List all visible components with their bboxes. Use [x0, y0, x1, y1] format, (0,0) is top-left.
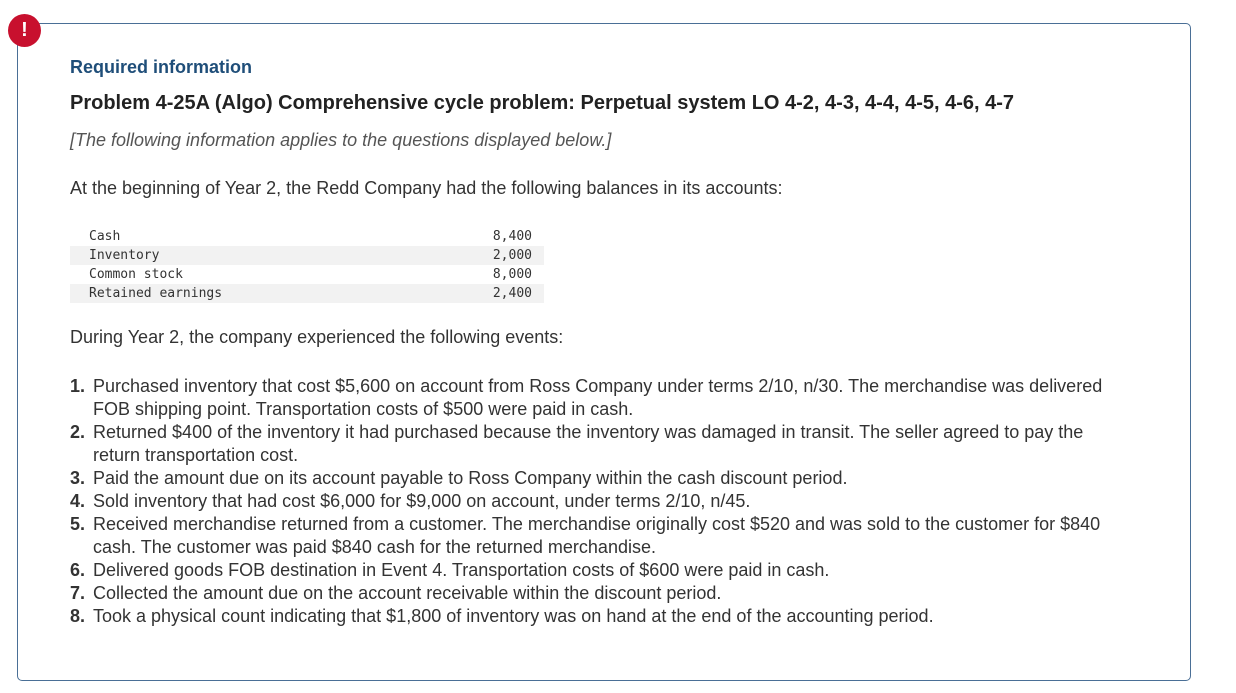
event-number: 6. — [70, 560, 86, 580]
events-intro-text: During Year 2, the company experienced the following events: — [70, 327, 564, 347]
event-number: 5. — [70, 514, 86, 534]
account-amount: 8,000 — [492, 267, 532, 282]
events-list — [70, 375, 1130, 628]
event-number: 8. — [70, 606, 86, 626]
account-amount: 2,400 — [425, 284, 544, 303]
event-text: Collected the amount due on the account receivable within the discount period. — [93, 583, 722, 603]
list-item — [70, 490, 1130, 513]
list-item — [70, 467, 1130, 490]
event-text: Sold inventory that had cost $6,000 for $9,000 on account, under terms 2/10, n/45. — [93, 491, 751, 511]
event-text: Delivered goods FOB destination in Event 4. Transportation costs of $600 were paid in cash. — [93, 560, 830, 580]
account-amount: 2,000 — [425, 246, 544, 265]
table-row — [70, 246, 544, 265]
table-row — [70, 265, 544, 284]
event-number: 3. — [70, 468, 86, 488]
alert-icon: ! — [8, 14, 41, 47]
event-text: Paid the amount due on its account payable to Ross Company within the cash discount period. — [93, 468, 848, 488]
event-text: Returned $400 of the inventory it had purchased because the inventory was damaged in transit. The seller agreed to pay the return transportation cost. — [93, 422, 1084, 465]
event-number: 7. — [70, 583, 86, 603]
list-item — [70, 375, 1130, 421]
event-number: 2. — [70, 422, 86, 442]
account-name: Inventory — [70, 246, 425, 265]
event-number: 4. — [70, 491, 86, 511]
account-amount: 8,400 — [492, 229, 532, 244]
balances-table — [70, 227, 544, 303]
list-item — [70, 582, 1130, 605]
list-item — [70, 605, 1130, 628]
intro-text: At the beginning of Year 2, the Redd Company had the following balances in its accounts: — [70, 178, 783, 198]
event-number: 1. — [70, 376, 86, 396]
table-row — [70, 284, 544, 303]
info-note: [The following information applies to the questions displayed below.] — [70, 130, 612, 150]
problem-title: Problem 4-25A (Algo) Comprehensive cycle problem: Perpetual system LO 4-2, 4-3, 4-4, 4-5, 4-6, 4-7 — [70, 92, 1015, 114]
event-text: Received merchandise returned from a customer. The merchandise originally cost $520 and was sold to the customer for $840 cash. The customer was paid $840 cash for the returned merchandise. — [93, 514, 1101, 557]
account-name: Retained earnings — [70, 284, 425, 303]
account-name: Cash — [89, 229, 121, 244]
event-text: Purchased inventory that cost $5,600 on account from Ross Company under terms 2/10, n/30. The merchandise was delivered FOB shipping point. Transportation costs of $500 were paid in cash. — [93, 376, 1103, 419]
list-item — [70, 559, 1130, 582]
event-text: Took a physical count indicating that $1,800 of inventory was on hand at the end of the accounting period. — [93, 606, 934, 626]
account-name: Common stock — [89, 267, 183, 282]
required-information-heading: Required information — [70, 57, 253, 77]
list-item — [70, 513, 1130, 559]
list-item — [70, 421, 1130, 467]
table-row — [70, 227, 544, 246]
